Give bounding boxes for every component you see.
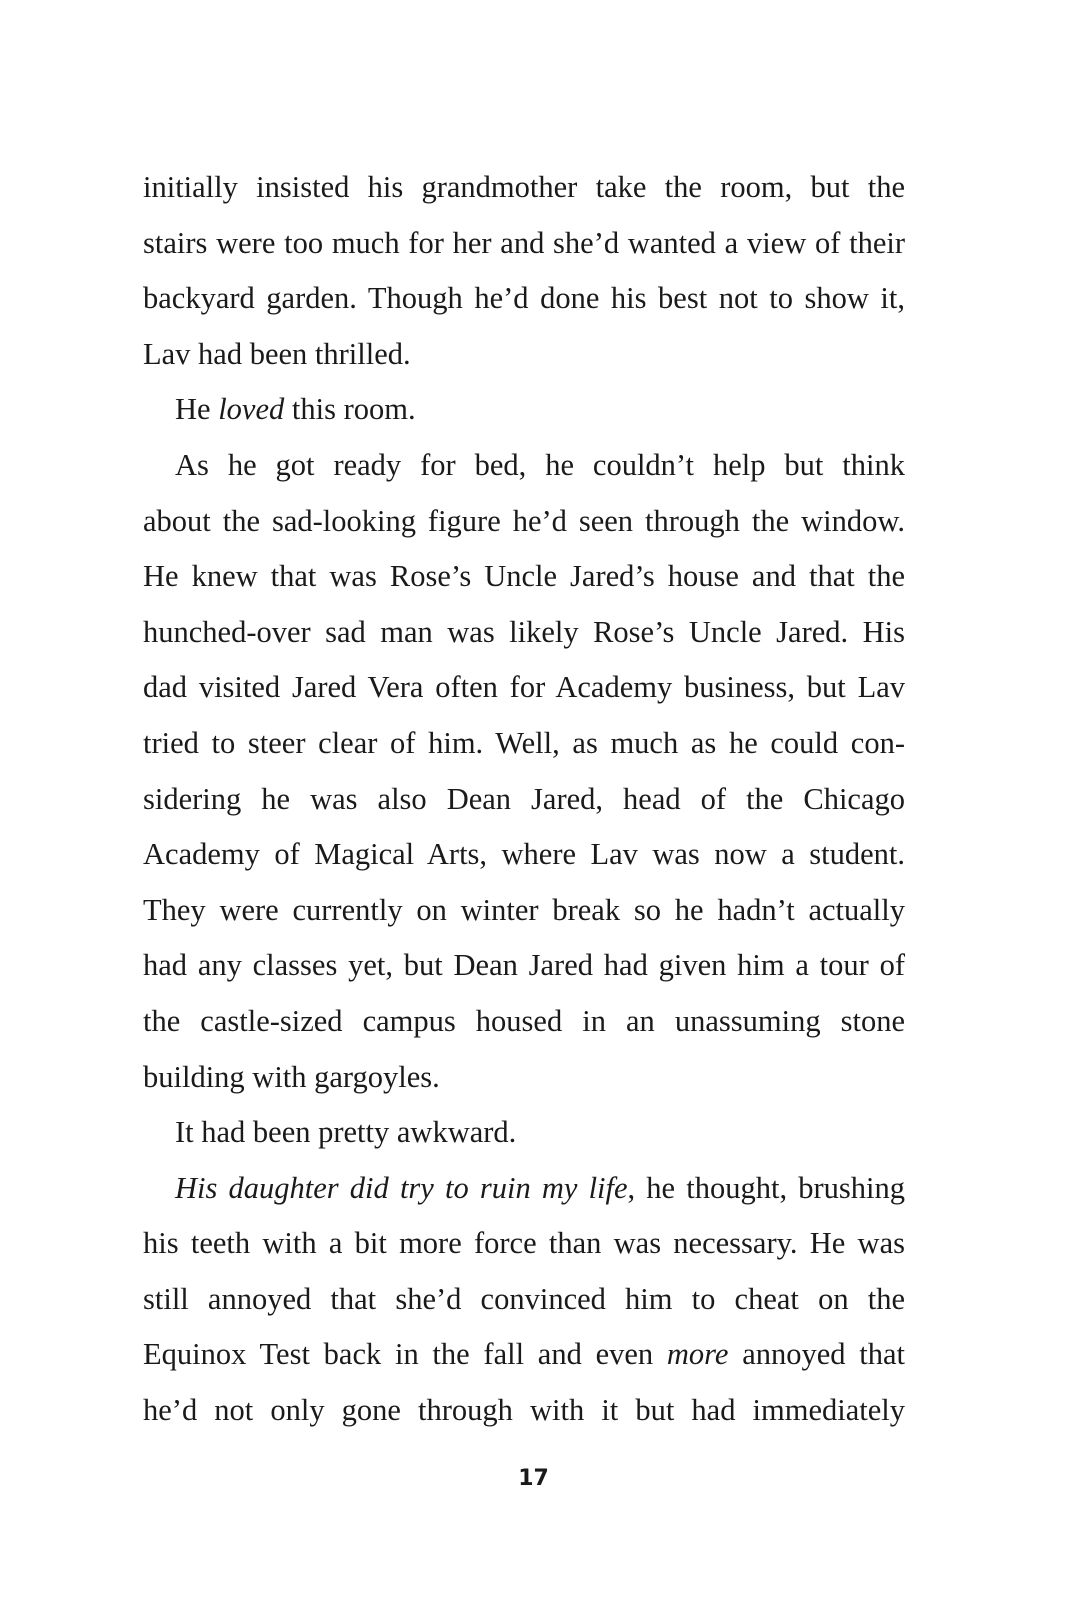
text-segment: , he thought, brushing <box>627 1170 905 1205</box>
text-segment: annoyed that <box>728 1337 906 1372</box>
italic-text: more <box>666 1337 729 1372</box>
text-line <box>143 438 905 494</box>
text-segment: hunched-over sad man was likely Rose’s Uncle Jared. His <box>143 614 905 649</box>
text-line <box>143 1216 905 1272</box>
text-line <box>143 327 905 383</box>
text-segment: It had been pretty awkward. <box>175 1115 517 1150</box>
text-segment: He knew that was Rose’s Uncle Jared’s house and that the <box>143 559 905 594</box>
text-segment: As he got ready for bed, he couldn’t help but think <box>175 447 905 482</box>
text-segment: the castle-sized campus housed in an unassuming stone <box>143 1003 905 1038</box>
text-line <box>143 1105 905 1161</box>
text-line <box>143 160 905 216</box>
body-text <box>143 160 905 1439</box>
text-line <box>143 1327 905 1383</box>
text-segment: initially insisted his grandmother take the room, but the <box>143 170 905 204</box>
text-line <box>143 494 905 550</box>
text-segment: tried to steer clear of him. Well, as much as he could con- <box>143 725 905 760</box>
text-line <box>143 772 905 828</box>
text-segment: They were currently on winter break so he hadn’t actually <box>143 892 905 927</box>
text-line <box>143 549 905 605</box>
text-segment: Lav had been thrilled. <box>143 336 411 371</box>
text-segment: sidering he was also Dean Jared, head of the Chicago <box>143 781 905 816</box>
italic-text: loved <box>218 392 285 427</box>
text-line <box>143 1050 905 1106</box>
text-segment: He <box>175 392 219 427</box>
text-segment: about the sad-looking figure he’d seen through the window. <box>143 503 905 538</box>
text-segment: Academy of Magical Arts, where Lav was now a student. <box>143 837 905 872</box>
text-segment: dad visited Jared Vera often for Academy business, but Lav <box>143 670 905 705</box>
text-segment: his teeth with a bit more force than was necessary. He was <box>143 1226 905 1261</box>
text-segment: stairs were too much for her and she’d wanted a view of their <box>143 225 905 260</box>
text-line <box>143 827 905 883</box>
text-segment: had any classes yet, but Dean Jared had given him a tour of <box>143 948 905 983</box>
text-line <box>143 1383 905 1439</box>
text-line <box>143 216 905 272</box>
text-line <box>143 1272 905 1328</box>
text-segment: building with gargoyles. <box>143 1059 440 1094</box>
text-line <box>143 716 905 772</box>
text-segment: this room. <box>284 392 416 427</box>
italic-text: His daughter did try to ruin my life <box>175 1170 628 1205</box>
text-line <box>143 382 905 438</box>
text-line <box>143 938 905 994</box>
page-number: 17 <box>518 1466 549 1491</box>
text-segment: backyard garden. Though he’d done his best not to show it, <box>143 281 905 316</box>
text-segment: Equinox Test back in the fall and even <box>143 1337 667 1372</box>
text-line <box>143 605 905 661</box>
text-segment: still annoyed that she’d convinced him to cheat on the <box>143 1281 905 1316</box>
text-line <box>143 271 905 327</box>
text-line <box>143 994 905 1050</box>
text-segment: he’d not only gone through with it but had immediately <box>143 1393 905 1428</box>
text-line <box>143 883 905 939</box>
text-line <box>143 1161 905 1217</box>
text-line <box>143 660 905 716</box>
